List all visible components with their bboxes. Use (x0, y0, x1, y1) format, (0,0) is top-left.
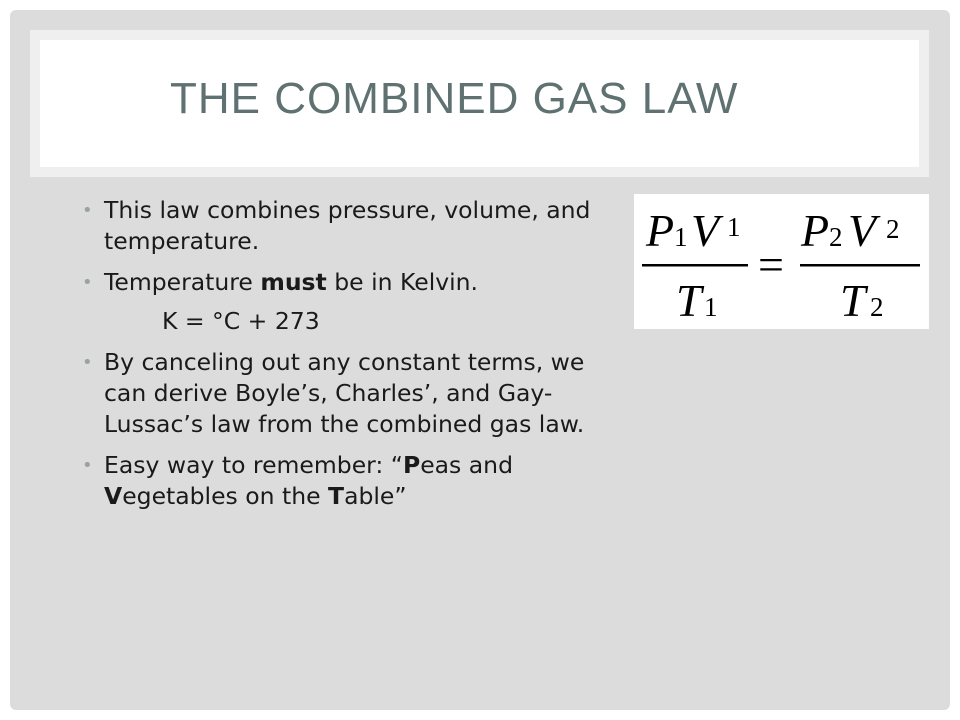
slide (10, 10, 950, 710)
right-numerator-v-subscript: 2 (886, 214, 900, 244)
left-numerator-v-subscript: 1 (727, 212, 741, 242)
slide-title: THE COMBINED GAS LAW (170, 74, 739, 123)
bullet-text: egetables on the (122, 482, 329, 510)
bullet-bold-text: P (402, 451, 421, 479)
bullet-text: This law combines pressure, volume, and temperature. (104, 196, 591, 255)
right-numerator-p: P (801, 205, 830, 256)
right-fraction-bar (800, 264, 920, 267)
left-numerator-p-subscript: 1 (674, 222, 688, 252)
left-denominator-t: T (676, 275, 702, 326)
bullet-text: be in Kelvin. (326, 268, 479, 296)
formula-svg (634, 194, 929, 329)
bullet-text: Temperature (104, 268, 261, 296)
bullet-subline (82, 306, 602, 337)
equals-sign: = (758, 239, 784, 290)
left-numerator-p: P (646, 205, 675, 256)
left-denominator-t-subscript: 1 (704, 292, 718, 322)
bullet-item (82, 347, 602, 440)
right-denominator-t: T (840, 275, 866, 326)
bullet-bold-text: V (104, 482, 123, 510)
right-numerator-p-subscript: 2 (829, 222, 843, 252)
bullet-item (82, 195, 602, 257)
bullet-item (82, 267, 602, 298)
right-denominator-t-subscript: 2 (870, 292, 884, 322)
bullet-item (82, 450, 602, 512)
left-numerator-v: V (691, 205, 720, 256)
bullet-text: able” (344, 482, 407, 510)
bullet-text: Easy way to remember: “ (104, 451, 403, 479)
left-fraction-bar (642, 264, 748, 267)
combined-gas-law-formula (634, 194, 929, 329)
bullet-text: K = °C + 273 (162, 307, 320, 335)
bullet-text: eas and (420, 451, 513, 479)
right-numerator-v: V (848, 205, 877, 256)
bullet-bold-text: must (260, 268, 327, 296)
bullet-bold-text: T (328, 482, 345, 510)
bullet-text: By canceling out any constant terms, we can derive Boyle’s, Charles’, and Gay-Lussac’s law from the combined gas law. (104, 348, 585, 438)
bullet-list (82, 195, 602, 522)
